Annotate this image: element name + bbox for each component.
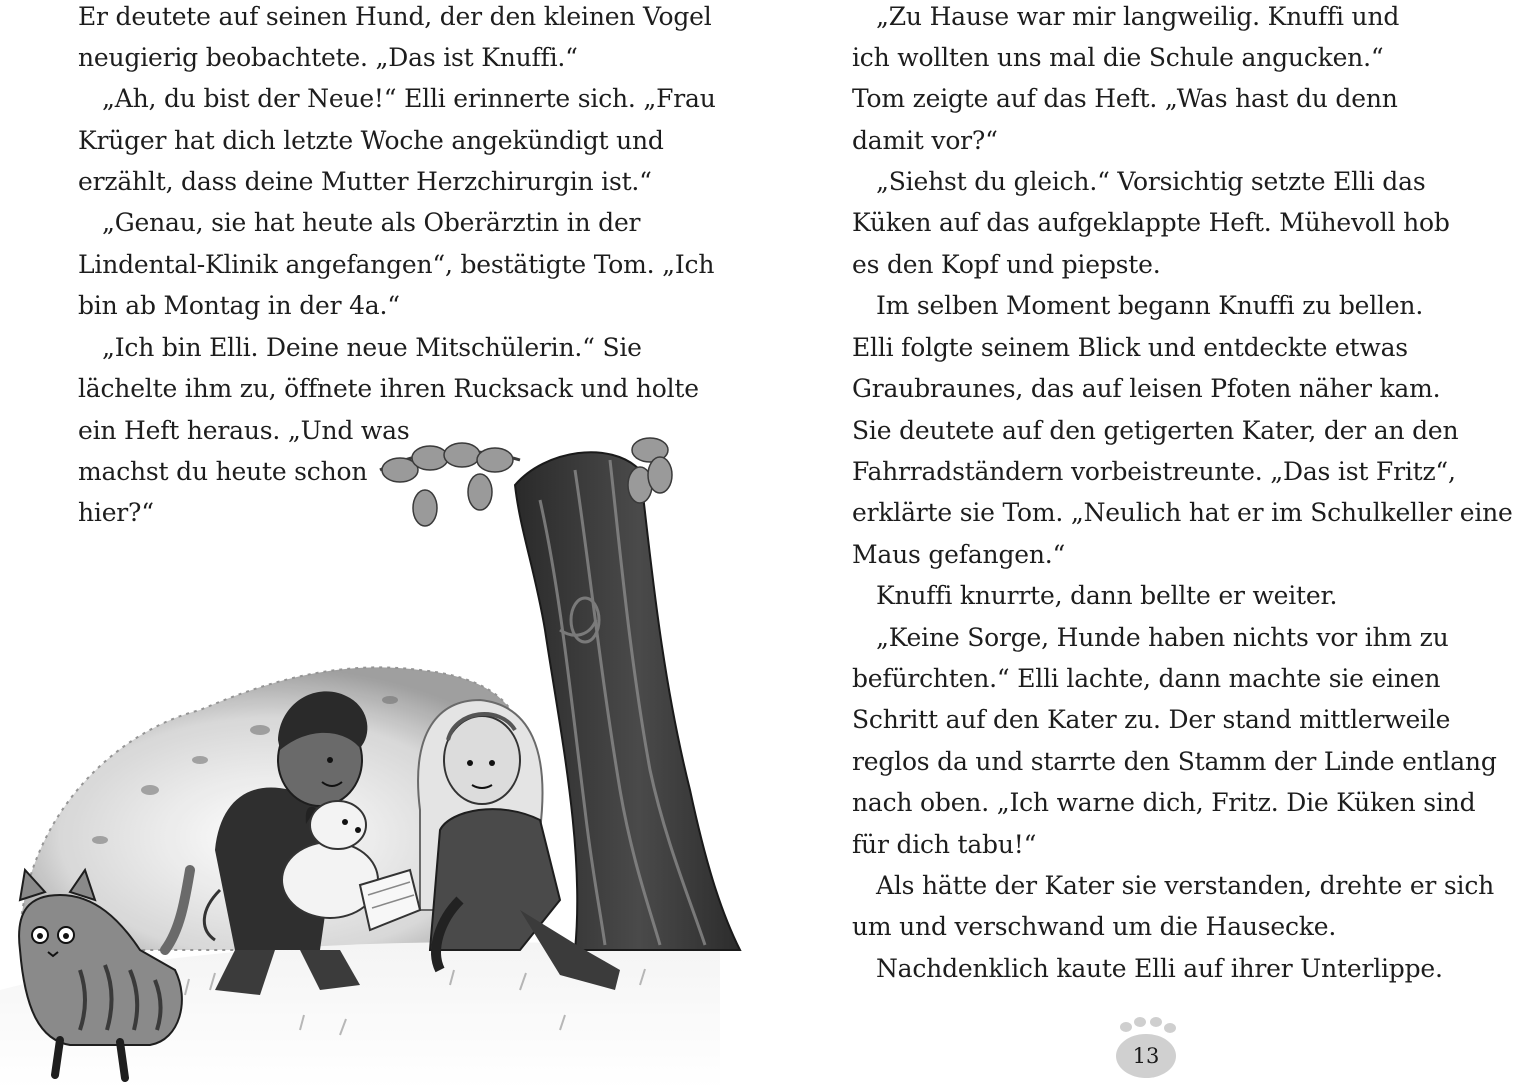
text-line: reglos da und starrte den Stamm der Linde entlang (852, 747, 1497, 776)
page-number-badge (1110, 1017, 1200, 1087)
text-line: Krüger hat dich letzte Woche angekündigt und (78, 126, 664, 155)
text-line: neugierig beobachtete. „Das ist Knuffi.“ (78, 43, 578, 72)
text-line: „Genau, sie hat heute als Oberärztin in der (102, 208, 641, 237)
text-line: Küken auf das aufgeklappte Heft. Mühevoll hob (852, 208, 1450, 237)
text-line: Schritt auf den Kater zu. Der stand mittlerweile (852, 705, 1451, 734)
text-line: Tom zeigte auf das Heft. „Was hast du denn (852, 84, 1398, 113)
text-line: Graubraunes, das auf leisen Pfoten näher kam. (852, 374, 1441, 403)
text-line: Maus gefangen.“ (852, 540, 1066, 569)
text-line: um und verschwand um die Hausecke. (852, 912, 1337, 941)
text-line: Er deutete auf seinen Hund, der den kleinen Vogel (78, 2, 712, 31)
text-line: machst du heute schon (78, 457, 368, 486)
text-line: damit vor?“ (852, 126, 998, 155)
text-line: erklärte sie Tom. „Neulich hat er im Schulkeller eine (852, 498, 1513, 527)
children-tree-cat-illustration (0, 430, 720, 1089)
text-line: Fahrradständern vorbeistreunte. „Das ist Fritz“, (852, 457, 1456, 486)
text-line: „Ah, du bist der Neue!“ Elli erinnerte sich. „Frau (102, 84, 716, 113)
right-page (720, 0, 1513, 1089)
text-line: Im selben Moment begann Knuffi zu bellen. (876, 291, 1424, 320)
text-line: nach oben. „Ich warne dich, Fritz. Die Küken sind (852, 788, 1476, 817)
text-line: Lindental-Klinik angefangen“, bestätigte Tom. „Ich (78, 250, 715, 279)
text-line: Nachdenklich kaute Elli auf ihrer Unterlippe. (876, 954, 1443, 983)
text-line: ich wollten uns mal die Schule angucken.“ (852, 43, 1384, 72)
text-line: „Siehst du gleich.“ Vorsichtig setzte Elli das (876, 167, 1426, 196)
text-line: es den Kopf und piepste. (852, 250, 1161, 279)
text-line: Knuffi knurrte, dann bellte er weiter. (876, 581, 1338, 610)
left-page (0, 0, 720, 1089)
page-number: 13 (1132, 1044, 1160, 1068)
text-line: bin ab Montag in der 4a.“ (78, 291, 400, 320)
text-line: erzählt, dass deine Mutter Herzchirurgin ist.“ (78, 167, 652, 196)
text-line: lächelte ihm zu, öffnete ihren Rucksack und holte (78, 374, 699, 403)
text-line: für dich tabu!“ (852, 830, 1037, 859)
text-line: Als hätte der Kater sie verstanden, drehte er sich (876, 871, 1495, 900)
text-line: Sie deutete auf den getigerten Kater, der an den (852, 416, 1459, 445)
text-line: „Keine Sorge, Hunde haben nichts vor ihm zu (876, 623, 1449, 652)
text-line: befürchten.“ Elli lachte, dann machte sie einen (852, 664, 1441, 693)
text-line: hier?“ (78, 498, 154, 527)
text-line: „Zu Hause war mir langweilig. Knuffi und (876, 2, 1400, 31)
text-line: Elli folgte seinem Blick und entdeckte etwas (852, 333, 1408, 362)
text-line: „Ich bin Elli. Deine neue Mitschülerin.“ Sie (102, 333, 642, 362)
text-line: ein Heft heraus. „Und was (78, 416, 410, 445)
